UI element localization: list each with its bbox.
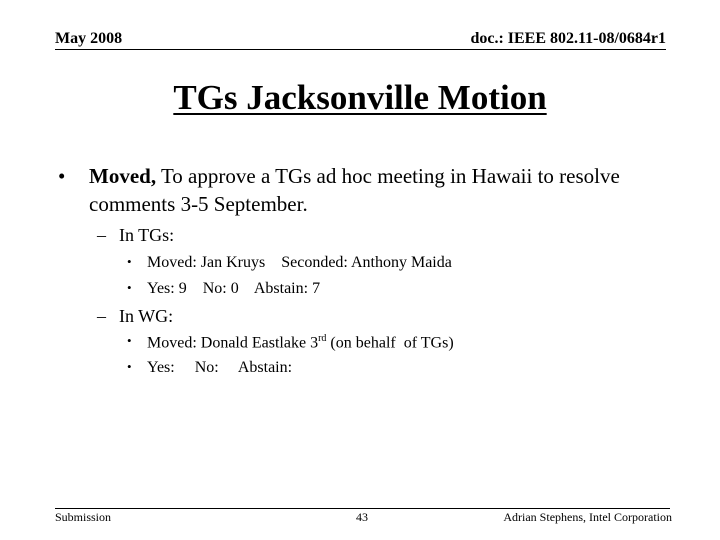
bullet-icon: • (127, 359, 132, 374)
main-bullet-bold: Moved, (89, 164, 157, 188)
bullet-icon: • (58, 164, 66, 188)
slide-title-text: TGs Jacksonville Motion (173, 78, 547, 117)
sub-bullet-wg-label: In WG: (119, 306, 174, 326)
tgs-moved-text: Moved: Jan Kruys Seconded: Anthony Maida (147, 254, 452, 271)
dash-icon: – (97, 306, 106, 326)
bullet-icon: • (127, 254, 132, 269)
header-date: May 2008 (55, 30, 123, 47)
header-rule (55, 49, 666, 50)
dash-icon: – (97, 225, 106, 245)
footer-author: Adrian Stephens, Intel Corporation (503, 510, 672, 524)
wg-moved-text: Moved: Donald Eastlake 3rd (on behalf of TGs) (147, 333, 454, 352)
sub-bullet-tgs-label: In TGs: (119, 225, 175, 245)
ordinal-suffix: rd (318, 333, 327, 344)
footer-rule (55, 508, 670, 509)
bullet-icon: • (127, 280, 132, 295)
footer-page-number: 43 (356, 510, 368, 524)
tgs-votes-text: Yes: 9 No: 0 Abstain: 7 (147, 280, 321, 297)
wg-votes-text: Yes: No: Abstain: (147, 359, 293, 376)
slide-title (0, 78, 720, 118)
footer-submission: Submission (55, 510, 112, 524)
main-bullet-rest: To approve a TGs ad hoc meeting in Hawaii to resolve comments 3-5 September. (89, 164, 620, 216)
header-doc-id: doc.: IEEE 802.11-08/0684r1 (470, 30, 666, 47)
main-bullet (58, 162, 658, 218)
main-bullet-text (89, 162, 658, 218)
bullet-icon: • (127, 333, 132, 348)
